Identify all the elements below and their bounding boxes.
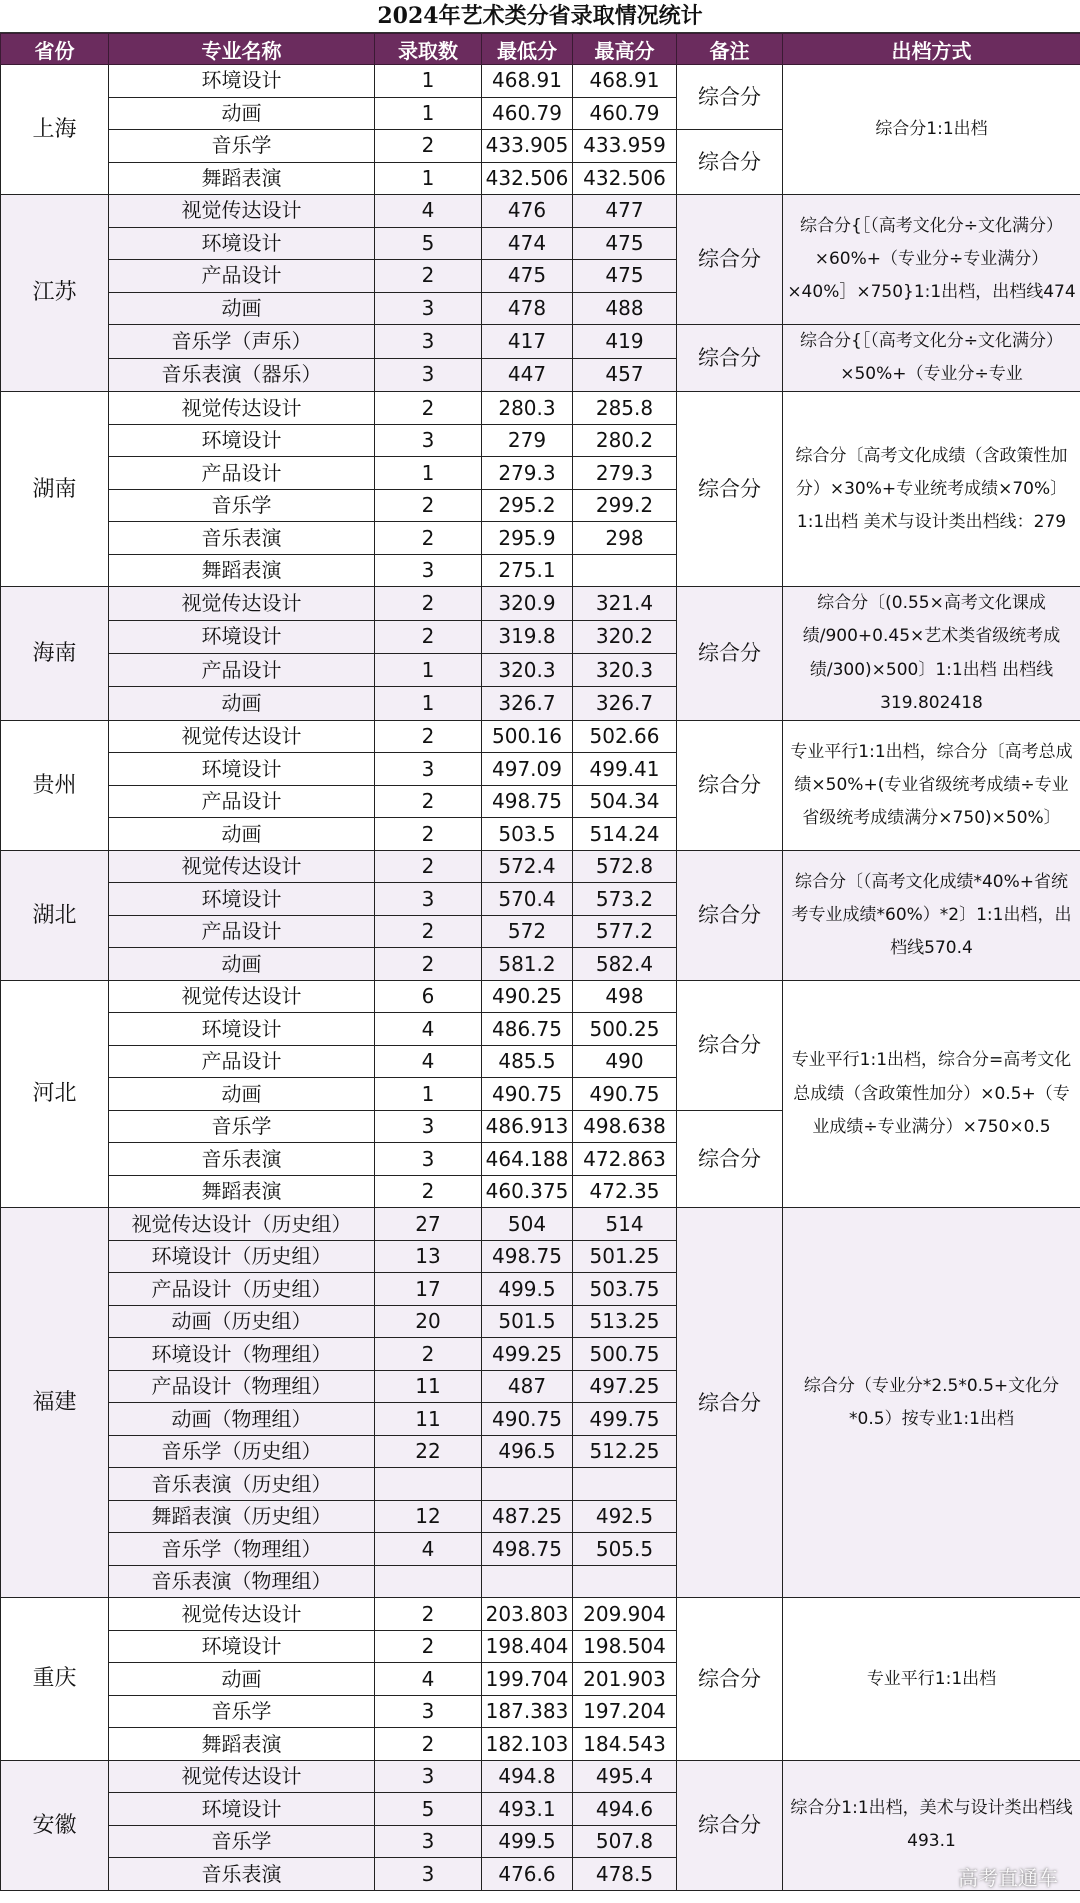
admitted-count: 3 [375, 1825, 482, 1858]
major-name: 音乐表演 [109, 1143, 375, 1176]
max-score: 299.2 [573, 489, 677, 522]
admitted-count: 2 [375, 915, 482, 948]
major-name: 音乐表演 [109, 1858, 375, 1891]
note-cell: 综合分 [677, 1110, 783, 1208]
min-score: 572.4 [482, 850, 573, 883]
major-name: 产品设计（物理组） [109, 1370, 375, 1403]
major-name: 环境设计 [109, 227, 375, 260]
min-score: 475 [482, 260, 573, 293]
min-score: 320.9 [482, 587, 573, 620]
note-cell: 综合分 [677, 980, 783, 1110]
admitted-count [375, 1468, 482, 1501]
admitted-count: 2 [375, 392, 482, 425]
admitted-count: 2 [375, 1630, 482, 1663]
major-name: 环境设计 [109, 883, 375, 916]
major-name: 环境设计 [109, 65, 375, 98]
major-name: 音乐学 [109, 1825, 375, 1858]
major-name: 动画（历史组） [109, 1305, 375, 1338]
major-name: 音乐学（物理组） [109, 1533, 375, 1566]
min-score: 295.9 [482, 522, 573, 555]
max-score [573, 554, 677, 587]
max-score: 504.34 [573, 785, 677, 818]
min-score: 279 [482, 424, 573, 457]
admitted-count: 4 [375, 1013, 482, 1046]
note-cell: 综合分 [677, 720, 783, 850]
major-name: 视觉传达设计 [109, 1598, 375, 1631]
admitted-count: 1 [375, 97, 482, 130]
major-name: 产品设计 [109, 654, 375, 687]
min-score: 326.7 [482, 687, 573, 720]
province-cell: 福建 [1, 1208, 109, 1598]
max-score: 577.2 [573, 915, 677, 948]
max-score: 498 [573, 980, 677, 1013]
major-name: 产品设计 [109, 915, 375, 948]
min-score: 182.103 [482, 1728, 573, 1761]
min-score: 486.913 [482, 1110, 573, 1143]
major-name: 动画 [109, 1078, 375, 1111]
major-name: 舞蹈表演（历史组） [109, 1500, 375, 1533]
table-row [1, 980, 1080, 1013]
admitted-count: 27 [375, 1208, 482, 1241]
admitted-count: 12 [375, 1500, 482, 1533]
max-score: 197.204 [573, 1695, 677, 1728]
min-score: 447 [482, 358, 573, 392]
min-score: 320.3 [482, 654, 573, 687]
major-name: 视觉传达设计 [109, 587, 375, 620]
table-body [1, 65, 1080, 1891]
min-score: 498.75 [482, 1240, 573, 1273]
major-name: 音乐学 [109, 1110, 375, 1143]
note-cell: 综合分 [677, 195, 783, 325]
min-score: 417 [482, 325, 573, 359]
admitted-count: 1 [375, 457, 482, 490]
admitted-count: 3 [375, 1143, 482, 1176]
max-score: 472.863 [573, 1143, 677, 1176]
major-name: 舞蹈表演 [109, 554, 375, 587]
province-cell: 贵州 [1, 720, 109, 850]
admitted-count: 5 [375, 1793, 482, 1826]
table-row [1, 720, 1080, 753]
admitted-count: 20 [375, 1305, 482, 1338]
max-score: 573.2 [573, 883, 677, 916]
admitted-count: 2 [375, 1175, 482, 1208]
province-cell: 重庆 [1, 1598, 109, 1761]
min-score: 187.383 [482, 1695, 573, 1728]
note-cell: 综合分 [677, 130, 783, 195]
min-score: 499.5 [482, 1825, 573, 1858]
admitted-count: 2 [375, 1728, 482, 1761]
header-major: 专业名称 [109, 34, 375, 65]
note-cell: 综合分 [677, 392, 783, 587]
province-cell: 江苏 [1, 195, 109, 392]
admitted-count: 1 [375, 162, 482, 195]
min-score: 198.404 [482, 1630, 573, 1663]
max-score: 320.2 [573, 620, 677, 653]
max-score: 490.75 [573, 1078, 677, 1111]
method-cell: 专业平行1:1出档 [783, 1598, 1080, 1761]
min-score: 572 [482, 915, 573, 948]
min-score: 499.5 [482, 1273, 573, 1306]
admitted-count [375, 1565, 482, 1598]
table-row [1, 1760, 1080, 1793]
max-score: 502.66 [573, 720, 677, 753]
header-row [1, 34, 1080, 65]
max-score: 494.6 [573, 1793, 677, 1826]
major-name: 音乐学 [109, 1695, 375, 1728]
min-score: 498.75 [482, 785, 573, 818]
max-score: 500.75 [573, 1338, 677, 1371]
max-score: 184.543 [573, 1728, 677, 1761]
major-name: 环境设计 [109, 1013, 375, 1046]
major-name: 环境设计 [109, 424, 375, 457]
watermark: 高考直通车 [958, 1866, 1058, 1890]
admitted-count: 3 [375, 325, 482, 359]
note-cell: 综合分 [677, 1208, 783, 1598]
major-name: 产品设计 [109, 1045, 375, 1078]
major-name: 视觉传达设计 [109, 720, 375, 753]
admitted-count: 3 [375, 1695, 482, 1728]
table-row [1, 195, 1080, 228]
major-name: 动画 [109, 687, 375, 720]
max-score: 201.903 [573, 1663, 677, 1696]
admitted-count: 2 [375, 587, 482, 620]
max-score: 572.8 [573, 850, 677, 883]
admitted-count: 5 [375, 227, 482, 260]
note-cell: 综合分 [677, 850, 783, 980]
major-name: 动画 [109, 948, 375, 981]
max-score: 505.5 [573, 1533, 677, 1566]
max-score: 475 [573, 260, 677, 293]
max-score: 513.25 [573, 1305, 677, 1338]
header-min-score: 最低分 [482, 34, 573, 65]
province-cell: 海南 [1, 587, 109, 721]
max-score: 477 [573, 195, 677, 228]
max-score: 500.25 [573, 1013, 677, 1046]
admitted-count: 3 [375, 1760, 482, 1793]
major-name: 舞蹈表演 [109, 162, 375, 195]
max-score: 321.4 [573, 587, 677, 620]
major-name: 环境设计 [109, 1793, 375, 1826]
admitted-count: 3 [375, 424, 482, 457]
max-score: 475 [573, 227, 677, 260]
admitted-count: 2 [375, 489, 482, 522]
major-name: 音乐表演（历史组） [109, 1468, 375, 1501]
max-score: 490 [573, 1045, 677, 1078]
method-cell: 专业平行1:1出档，综合分=高考文化总成绩（含政策性加分）×0.5+（专业成绩÷专业满分）×750×0.5 [783, 980, 1080, 1208]
max-score: 492.5 [573, 1500, 677, 1533]
min-score: 460.375 [482, 1175, 573, 1208]
method-cell: 专业平行1:1出档，综合分〔高考总成绩×50%+(专业省级统考成绩÷专业省级统考成绩满分×750)×50%〕 [783, 720, 1080, 850]
min-score: 485.5 [482, 1045, 573, 1078]
major-name: 音乐表演 [109, 522, 375, 555]
note-cell: 综合分 [677, 1760, 783, 1890]
min-score: 319.8 [482, 620, 573, 653]
max-score: 497.25 [573, 1370, 677, 1403]
admitted-count: 2 [375, 1338, 482, 1371]
major-name: 环境设计（历史组） [109, 1240, 375, 1273]
min-score: 468.91 [482, 65, 573, 98]
note-cell: 综合分 [677, 65, 783, 130]
major-name: 视觉传达设计 [109, 980, 375, 1013]
min-score: 581.2 [482, 948, 573, 981]
admitted-count: 4 [375, 195, 482, 228]
major-name: 音乐学 [109, 130, 375, 163]
province-cell: 湖南 [1, 392, 109, 587]
admitted-count: 4 [375, 1533, 482, 1566]
min-score: 500.16 [482, 720, 573, 753]
max-score: 514.24 [573, 818, 677, 851]
note-cell: 综合分 [677, 587, 783, 721]
major-name: 舞蹈表演 [109, 1728, 375, 1761]
table-row [1, 325, 1080, 359]
method-cell: 综合分（专业分*2.5*0.5+文化分*0.5）按专业1:1出档 [783, 1208, 1080, 1598]
major-name: 动画 [109, 1663, 375, 1696]
major-name: 动画 [109, 818, 375, 851]
max-score: 320.3 [573, 654, 677, 687]
min-score: 486.75 [482, 1013, 573, 1046]
admitted-count: 6 [375, 980, 482, 1013]
province-cell: 湖北 [1, 850, 109, 980]
admitted-count: 22 [375, 1435, 482, 1468]
note-cell: 综合分 [677, 325, 783, 392]
major-name: 产品设计 [109, 457, 375, 490]
min-score: 487.25 [482, 1500, 573, 1533]
min-score: 476 [482, 195, 573, 228]
method-cell: 综合分〔（高考文化成绩*40%+省统考专业成绩*60%）*2〕1:1出档，出档线570.4 [783, 850, 1080, 980]
major-name: 环境设计 [109, 753, 375, 786]
major-name: 环境设计 [109, 1630, 375, 1663]
min-score: 497.09 [482, 753, 573, 786]
method-cell: 综合分1:1出档，美术与设计类出档线493.1 [783, 1760, 1080, 1890]
admitted-count: 1 [375, 687, 482, 720]
major-name: 舞蹈表演 [109, 1175, 375, 1208]
max-score: 498.638 [573, 1110, 677, 1143]
admitted-count: 3 [375, 1110, 482, 1143]
admitted-count: 3 [375, 1858, 482, 1891]
max-score: 495.4 [573, 1760, 677, 1793]
admitted-count: 13 [375, 1240, 482, 1273]
max-score: 582.4 [573, 948, 677, 981]
admitted-count: 2 [375, 785, 482, 818]
admitted-count: 3 [375, 554, 482, 587]
admitted-count: 11 [375, 1403, 482, 1436]
admitted-count: 1 [375, 654, 482, 687]
admitted-count: 2 [375, 850, 482, 883]
max-score: 472.35 [573, 1175, 677, 1208]
major-name: 视觉传达设计 [109, 850, 375, 883]
max-score: 478.5 [573, 1858, 677, 1891]
min-score: 460.79 [482, 97, 573, 130]
min-score: 433.905 [482, 130, 573, 163]
max-score: 499.41 [573, 753, 677, 786]
max-score: 433.959 [573, 130, 677, 163]
header-max-score: 最高分 [573, 34, 677, 65]
major-name: 环境设计 [109, 620, 375, 653]
max-score: 457 [573, 358, 677, 392]
min-score [482, 1468, 573, 1501]
header-admitted: 录取数 [375, 34, 482, 65]
major-name: 视觉传达设计 [109, 392, 375, 425]
page-title: 2024年艺术类分省录取情况统计 [0, 0, 1080, 34]
min-score: 503.5 [482, 818, 573, 851]
max-score: 419 [573, 325, 677, 359]
header-note: 备注 [677, 34, 783, 65]
min-score: 490.75 [482, 1403, 573, 1436]
max-score: 499.75 [573, 1403, 677, 1436]
major-name: 视觉传达设计 [109, 1760, 375, 1793]
min-score: 504 [482, 1208, 573, 1241]
table-row [1, 65, 1080, 98]
admitted-count: 2 [375, 948, 482, 981]
note-cell: 综合分 [677, 1598, 783, 1761]
max-score: 198.504 [573, 1630, 677, 1663]
admitted-count: 4 [375, 1663, 482, 1696]
method-cell: 综合分1:1出档 [783, 65, 1080, 195]
max-score: 512.25 [573, 1435, 677, 1468]
min-score: 279.3 [482, 457, 573, 490]
max-score: 432.506 [573, 162, 677, 195]
method-cell: 综合分{［（高考文化分÷文化满分）×60%+（专业分÷专业满分）×40%］×750}1:1出档，出档线474 [783, 195, 1080, 325]
max-score: 507.8 [573, 1825, 677, 1858]
min-score: 498.75 [482, 1533, 573, 1566]
min-score: 474 [482, 227, 573, 260]
major-name: 音乐表演（物理组） [109, 1565, 375, 1598]
min-score: 487 [482, 1370, 573, 1403]
min-score: 496.5 [482, 1435, 573, 1468]
min-score: 493.1 [482, 1793, 573, 1826]
max-score: 460.79 [573, 97, 677, 130]
major-name: 动画（物理组） [109, 1403, 375, 1436]
major-name: 动画 [109, 97, 375, 130]
max-score: 514 [573, 1208, 677, 1241]
max-score: 285.8 [573, 392, 677, 425]
min-score: 432.506 [482, 162, 573, 195]
max-score: 209.904 [573, 1598, 677, 1631]
max-score: 503.75 [573, 1273, 677, 1306]
province-cell: 安徽 [1, 1760, 109, 1890]
admitted-count: 2 [375, 522, 482, 555]
min-score: 494.8 [482, 1760, 573, 1793]
min-score: 275.1 [482, 554, 573, 587]
min-score: 490.25 [482, 980, 573, 1013]
method-cell: 综合分〔(0.55×高考文化课成绩/900+0.45×艺术类省级统考成绩/300)×500〕1:1出档 出档线319.802418 [783, 587, 1080, 721]
admitted-count: 2 [375, 1598, 482, 1631]
table-row [1, 850, 1080, 883]
admitted-count: 2 [375, 818, 482, 851]
major-name: 音乐学（历史组） [109, 1435, 375, 1468]
table-row [1, 1208, 1080, 1241]
max-score: 298 [573, 522, 677, 555]
province-cell: 河北 [1, 980, 109, 1208]
major-name: 视觉传达设计 [109, 195, 375, 228]
min-score: 199.704 [482, 1663, 573, 1696]
major-name: 音乐学（声乐） [109, 325, 375, 359]
admitted-count: 3 [375, 883, 482, 916]
admitted-count: 11 [375, 1370, 482, 1403]
min-score: 478 [482, 292, 573, 325]
header-method: 出档方式 [783, 34, 1080, 65]
table-row [1, 392, 1080, 425]
min-score: 499.25 [482, 1338, 573, 1371]
admitted-count: 2 [375, 720, 482, 753]
major-name: 视觉传达设计（历史组） [109, 1208, 375, 1241]
max-score: 280.2 [573, 424, 677, 457]
min-score [482, 1565, 573, 1598]
admission-table [0, 33, 1080, 1891]
max-score: 326.7 [573, 687, 677, 720]
admitted-count: 1 [375, 65, 482, 98]
min-score: 476.6 [482, 1858, 573, 1891]
province-cell: 上海 [1, 65, 109, 195]
admitted-count: 2 [375, 260, 482, 293]
admitted-count: 3 [375, 753, 482, 786]
table-row [1, 587, 1080, 620]
admitted-count: 2 [375, 620, 482, 653]
min-score: 464.188 [482, 1143, 573, 1176]
admitted-count: 3 [375, 358, 482, 392]
method-cell: 综合分〔高考文化成绩（含政策性加分）×30%+专业统考成绩×70%〕1:1出档 美术与设计类出档线：279 [783, 392, 1080, 587]
min-score: 490.75 [482, 1078, 573, 1111]
max-score: 279.3 [573, 457, 677, 490]
admitted-count: 2 [375, 130, 482, 163]
major-name: 音乐表演（器乐） [109, 358, 375, 392]
major-name: 产品设计 [109, 260, 375, 293]
max-score: 501.25 [573, 1240, 677, 1273]
min-score: 280.3 [482, 392, 573, 425]
max-score: 488 [573, 292, 677, 325]
min-score: 203.803 [482, 1598, 573, 1631]
major-name: 产品设计（历史组） [109, 1273, 375, 1306]
min-score: 570.4 [482, 883, 573, 916]
method-cell: 综合分{［（高考文化分÷文化满分）×50%+（专业分÷专业 [783, 325, 1080, 392]
max-score: 468.91 [573, 65, 677, 98]
table-row [1, 1598, 1080, 1631]
admitted-count: 1 [375, 1078, 482, 1111]
admitted-count: 4 [375, 1045, 482, 1078]
major-name: 音乐学 [109, 489, 375, 522]
min-score: 295.2 [482, 489, 573, 522]
major-name: 环境设计（物理组） [109, 1338, 375, 1371]
min-score: 501.5 [482, 1305, 573, 1338]
max-score [573, 1565, 677, 1598]
major-name: 产品设计 [109, 785, 375, 818]
admitted-count: 3 [375, 292, 482, 325]
major-name: 动画 [109, 292, 375, 325]
admitted-count: 17 [375, 1273, 482, 1306]
header-province: 省份 [1, 34, 109, 65]
max-score [573, 1468, 677, 1501]
